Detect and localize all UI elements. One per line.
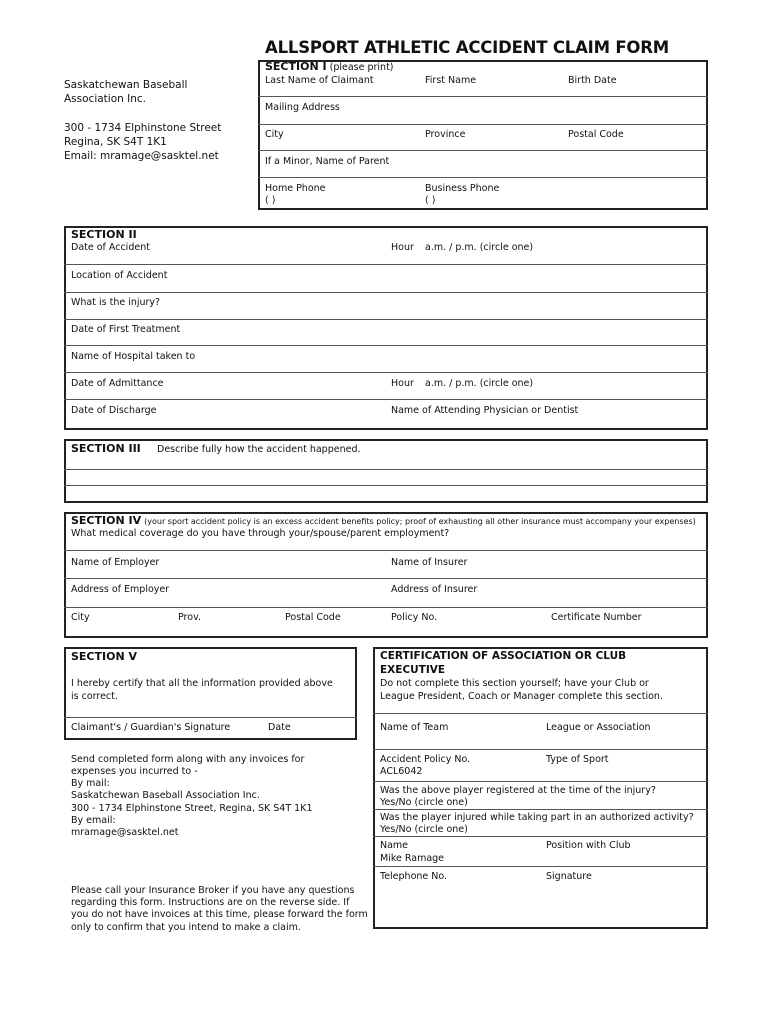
divider (373, 713, 708, 714)
team-name-field[interactable]: Name of Team (380, 722, 449, 733)
call-line-1: Please call your Insurance Broker if you have any questions (71, 885, 355, 896)
send-line-6: By email: (71, 815, 116, 826)
date-of-accident-field[interactable]: Date of Accident (71, 242, 150, 253)
insurer-name-field[interactable]: Name of Insurer (391, 557, 468, 568)
exec-name-value: Mike Ramage (380, 853, 445, 864)
certification-note-2: League President, Coach or Manager complete this section. (380, 691, 663, 702)
hospital-field[interactable]: Name of Hospital taken to (71, 351, 196, 362)
section-1-heading: SECTION I (please print) (265, 60, 394, 73)
claimant-signature-field[interactable]: Claimant's / Guardian's Signature (71, 722, 231, 733)
send-line-1: Send completed form along with any invoices for (71, 754, 305, 765)
medical-coverage-question: What medical coverage do you have through your/spouse/parent employment? (71, 528, 450, 539)
describe-accident-field[interactable]: Describe fully how the accident happened. (157, 444, 361, 455)
org-email: Email: mramage@sasktel.net (64, 150, 219, 162)
divider (258, 96, 708, 97)
send-line-3: By mail: (71, 778, 110, 789)
divider (64, 345, 708, 346)
divider (373, 809, 708, 810)
business-phone-areacode: ( ) (425, 195, 436, 206)
section-4-heading: SECTION IV (your sport accident policy is an excess accident benefits policy; proof of exhausting all other insurance must accompany your expenses) (71, 514, 696, 527)
province-field[interactable]: Province (425, 129, 466, 140)
business-phone-field[interactable]: Business Phone (425, 183, 500, 194)
divider (64, 372, 708, 373)
ampm-choice[interactable]: a.m. / p.m. (circle one) (425, 242, 534, 253)
divider (64, 578, 708, 579)
org-name-1: Saskatchewan Baseball (64, 79, 188, 91)
admittance-date-field[interactable]: Date of Admittance (71, 378, 164, 389)
employer-city-field[interactable]: City (71, 612, 90, 623)
employer-address-field[interactable]: Address of Employer (71, 584, 170, 595)
discharge-date-field[interactable]: Date of Discharge (71, 405, 157, 416)
location-field[interactable]: Location of Accident (71, 270, 168, 281)
telephone-field[interactable]: Telephone No. (380, 871, 448, 882)
divider (373, 866, 708, 867)
home-phone-field[interactable]: Home Phone (265, 183, 326, 194)
call-line-3: you do not have invoices at this time, please forward the form (71, 909, 368, 920)
employer-postal-field[interactable]: Postal Code (285, 612, 341, 623)
policy-number-field[interactable]: Policy No. (391, 612, 438, 623)
divider (258, 124, 708, 125)
divider (64, 292, 708, 293)
divider (373, 749, 708, 750)
home-phone-areacode: ( ) (265, 195, 276, 206)
section-3-heading: SECTION III (71, 442, 141, 455)
first-name-field[interactable]: First Name (425, 75, 477, 86)
divider (64, 485, 708, 486)
league-field[interactable]: League or Association (546, 722, 651, 733)
certification-note-1: Do not complete this section yourself; have your Club or (380, 678, 649, 689)
injury-field[interactable]: What is the injury? (71, 297, 161, 308)
ampm-choice[interactable]: a.m. / p.m. (circle one) (425, 378, 534, 389)
divider (64, 319, 708, 320)
city-field[interactable]: City (265, 129, 284, 140)
certification-heading-1: CERTIFICATION OF ASSOCIATION OR CLUB (380, 650, 627, 662)
org-address-2: Regina, SK S4T 1K1 (64, 136, 167, 148)
send-line-2: expenses you incurred to - (71, 766, 198, 777)
divider (64, 469, 708, 470)
certification-heading-2: EXECUTIVE (380, 664, 446, 676)
send-line-4: Saskatchewan Baseball Association Inc. (71, 790, 260, 801)
accident-policy-value: ACL6042 (380, 766, 423, 777)
position-field[interactable]: Position with Club (546, 840, 631, 851)
mailing-address-field[interactable]: Mailing Address (265, 102, 340, 113)
call-line-4: only to confirm that you intend to make a claim. (71, 922, 301, 933)
org-address-1: 300 - 1734 Elphinstone Street (64, 122, 222, 134)
divider (64, 264, 708, 265)
insurer-address-field[interactable]: Address of Insurer (391, 584, 478, 595)
accident-policy-label: Accident Policy No. (380, 754, 471, 765)
divider (373, 836, 708, 837)
employer-prov-field[interactable]: Prov. (178, 612, 201, 623)
certify-text-1: I hereby certify that all the information provided above (71, 678, 333, 689)
hour-label: Hour (391, 242, 414, 253)
sport-type-field[interactable]: Type of Sport (546, 754, 609, 765)
form-title: ALLSPORT ATHLETIC ACCIDENT CLAIM FORM (265, 38, 669, 57)
org-name-2: Association Inc. (64, 93, 146, 105)
employer-name-field[interactable]: Name of Employer (71, 557, 160, 568)
physician-field[interactable]: Name of Attending Physician or Dentist (391, 405, 579, 416)
parent-name-field[interactable]: If a Minor, Name of Parent (265, 156, 390, 167)
divider (64, 717, 357, 718)
section-2-heading: SECTION II (71, 228, 137, 241)
signature-date-field[interactable]: Date (268, 722, 291, 733)
registered-question: Was the above player registered at the time of the injury? (380, 785, 656, 796)
call-line-2: regarding this form. Instructions are on the reverse side. If (71, 897, 350, 908)
section-5-heading: SECTION V (71, 650, 138, 663)
birth-date-field[interactable]: Birth Date (568, 75, 617, 86)
hour-label: Hour (391, 378, 414, 389)
registered-answer[interactable]: Yes/No (circle one) (380, 797, 468, 808)
certify-text-2: is correct. (71, 691, 118, 702)
authorized-activity-question: Was the player injured while taking part in an authorized activity? (380, 812, 694, 823)
last-name-field[interactable]: Last Name of Claimant (265, 75, 374, 86)
divider (258, 150, 708, 151)
divider (373, 781, 708, 782)
authorized-activity-answer[interactable]: Yes/No (circle one) (380, 824, 468, 835)
exec-name-label: Name (380, 840, 409, 851)
send-line-5: 300 - 1734 Elphinstone Street, Regina, SK S4T 1K1 (71, 803, 313, 814)
postal-code-field[interactable]: Postal Code (568, 129, 624, 140)
divider (64, 550, 708, 551)
send-email-link[interactable]: mramage@sasktel.net (71, 827, 179, 838)
exec-signature-field[interactable]: Signature (546, 871, 592, 882)
certificate-number-field[interactable]: Certificate Number (551, 612, 642, 623)
divider (64, 607, 708, 608)
first-treatment-field[interactable]: Date of First Treatment (71, 324, 181, 335)
divider (258, 177, 708, 178)
divider (64, 399, 708, 400)
